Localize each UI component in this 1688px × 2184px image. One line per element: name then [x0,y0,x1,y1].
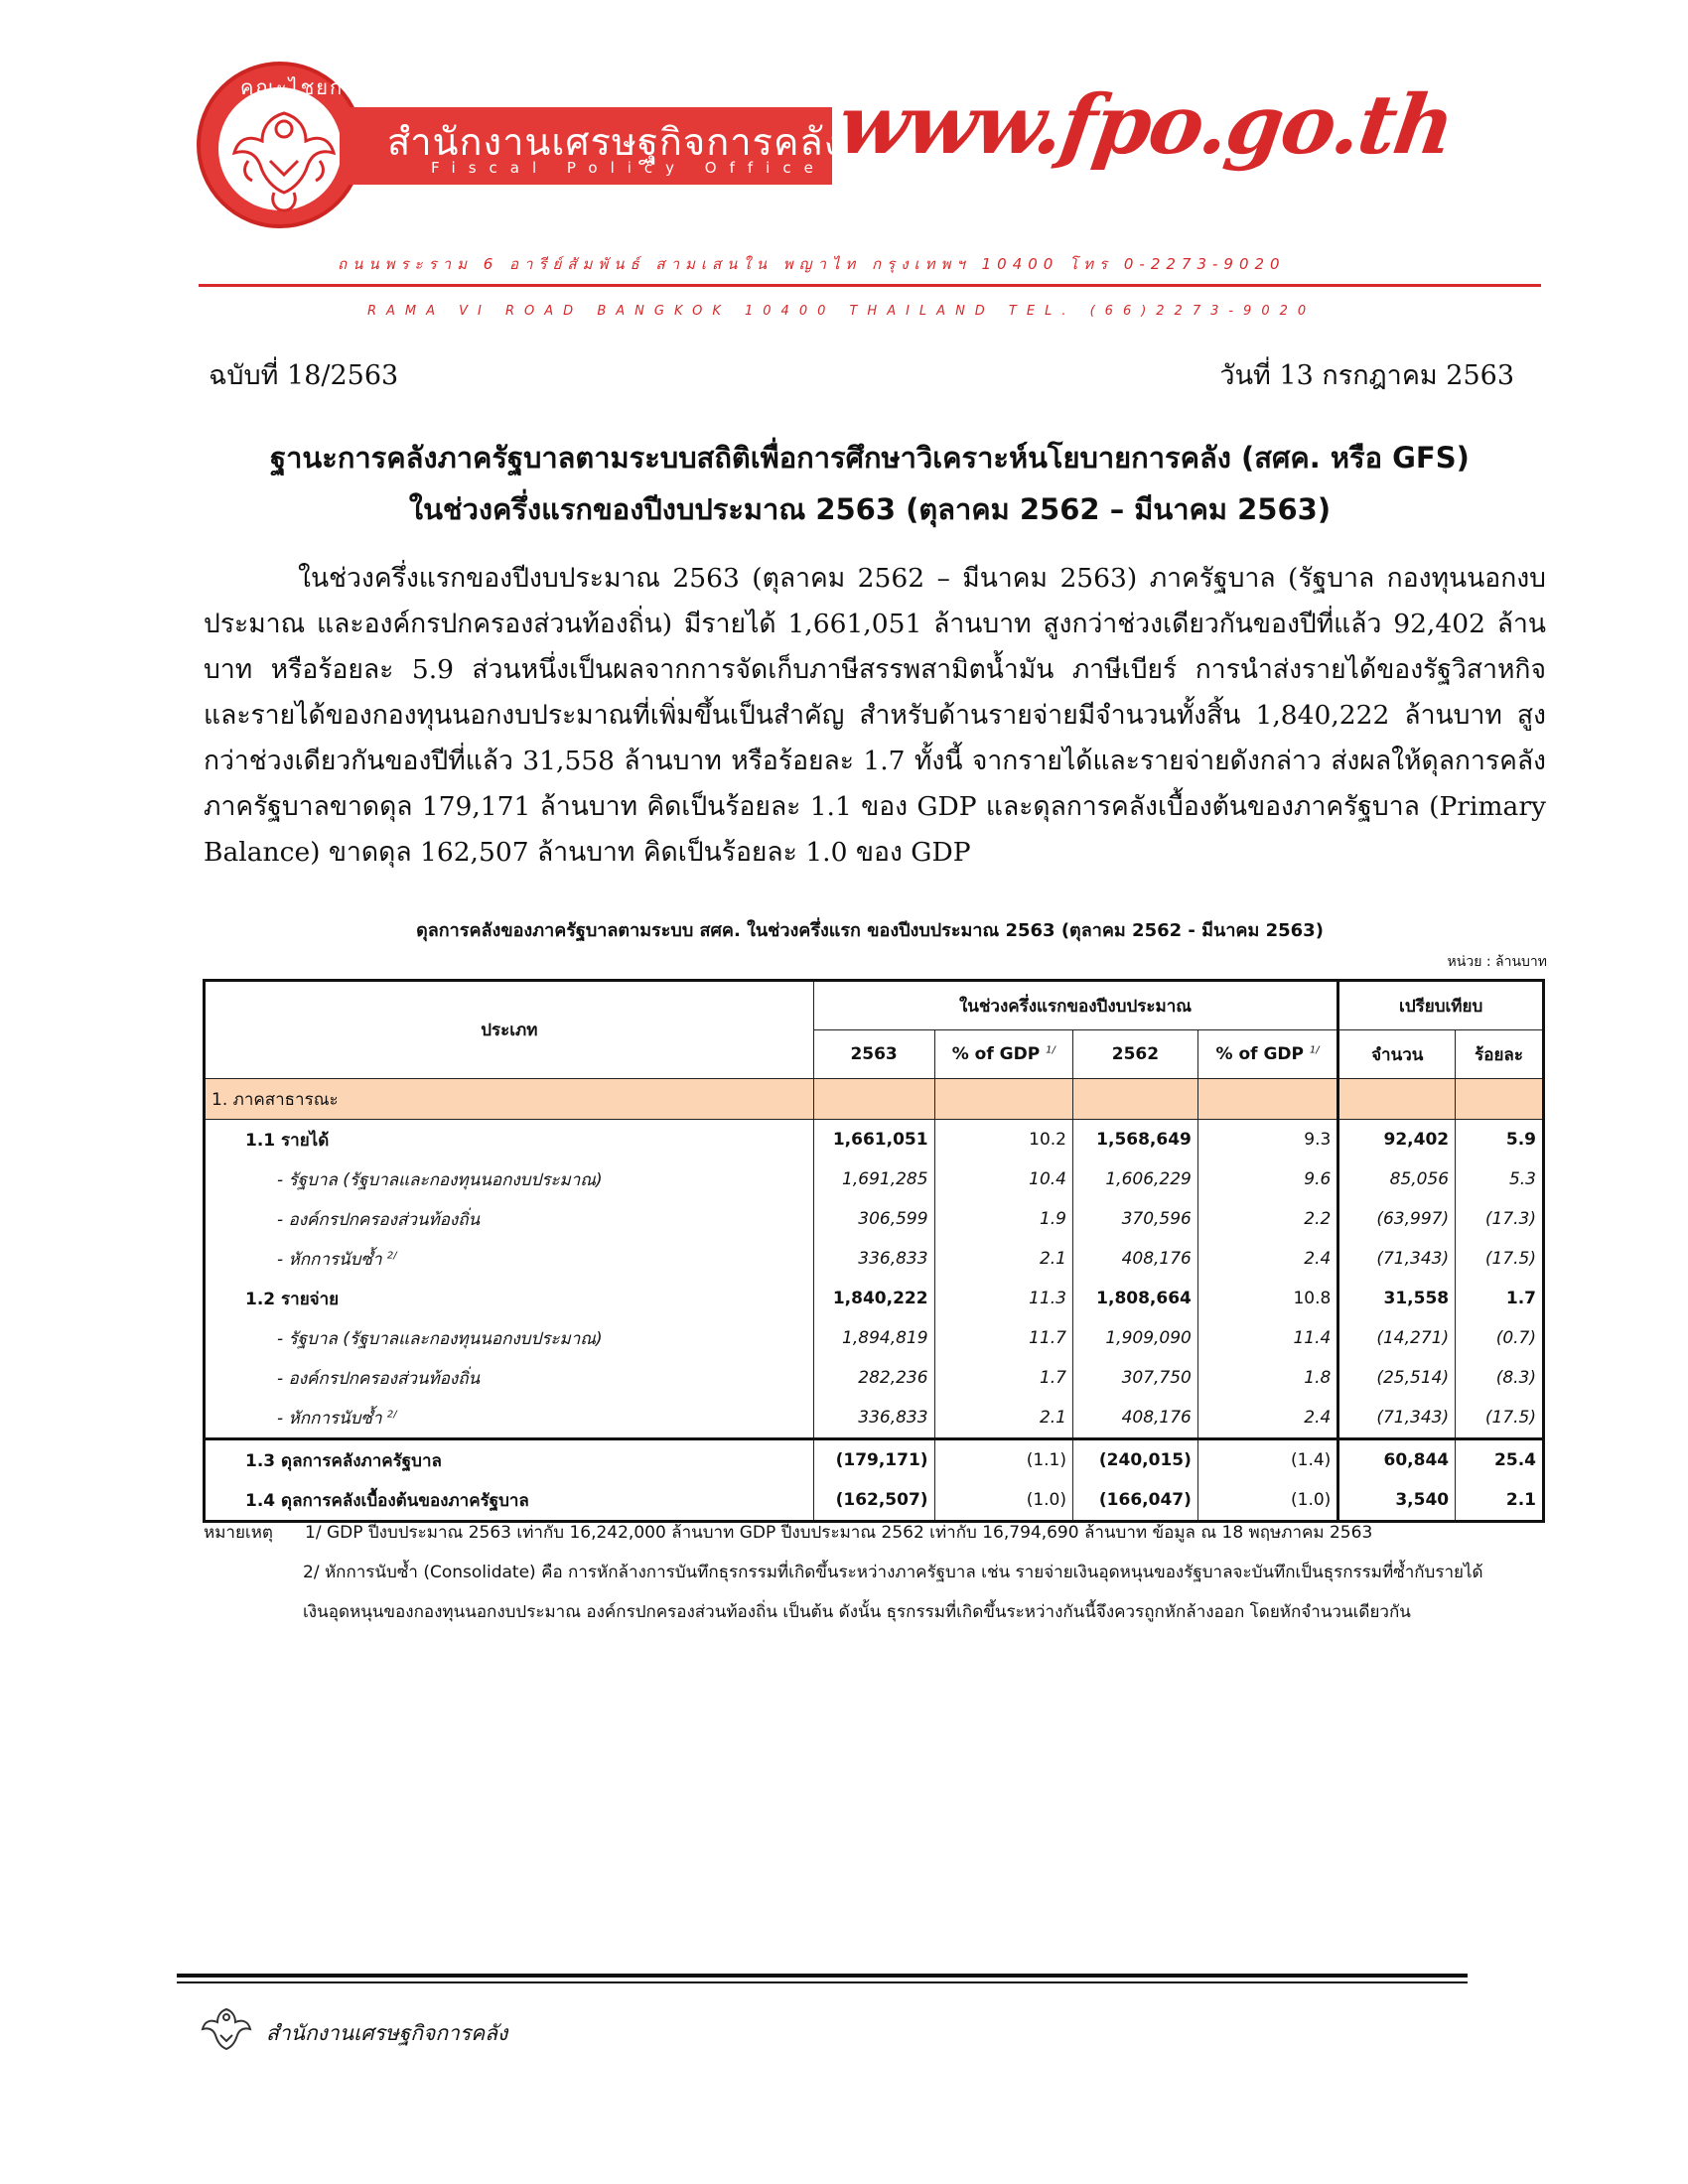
row-label: - องค์กรปกครองส่วนท้องถิ่น [205,1199,814,1239]
website-url[interactable]: www.fpo.go.th [832,77,1459,173]
cell-amt: 3,540 [1338,1480,1456,1522]
cell-g2: 10.8 [1197,1279,1337,1318]
cell-v2563: 1,894,819 [813,1318,934,1358]
cell-pct: (17.5) [1456,1239,1544,1279]
table-row [205,1279,1544,1318]
cell-g1: 1.7 [934,1358,1072,1398]
cell-g2: 2.2 [1197,1199,1337,1239]
cell-pct: 5.9 [1456,1120,1544,1160]
header-group-compare: เปรียบเทียบ [1338,981,1544,1030]
header-amount: จำนวน [1338,1030,1456,1079]
cell-pct: 25.4 [1456,1439,1544,1481]
cell-v2563: 1,840,222 [813,1279,934,1318]
cell-amt: 60,844 [1338,1439,1456,1481]
row-label: - องค์กรปกครองส่วนท้องถิ่น [205,1358,814,1398]
table-row [205,1239,1544,1279]
cell-v2562: (240,015) [1073,1439,1198,1481]
cell-amt: 85,056 [1338,1160,1456,1199]
cell-pct: 2.1 [1456,1480,1544,1522]
summary-paragraph [204,556,1546,876]
cell-v2563: (179,171) [813,1439,934,1481]
cell-v2562: 307,750 [1073,1358,1198,1398]
fpo-seal-logo [197,62,363,228]
document-title: ฐานะการคลังภาครัฐบาลตามระบบสถิติเพื่อการศึกษาวิเคราะห์นโยบายการคลัง (สศค. หรือ GFS) [270,441,1470,475]
footer-divider [177,1974,1468,1978]
letterhead-divider [199,284,1541,287]
header-gdp-2562: % of GDP $^{1/}$ [1197,1030,1337,1079]
cell-v2563: 1,661,051 [813,1120,934,1160]
cell-g2: 1.8 [1197,1358,1337,1398]
cell-v2562: (166,047) [1073,1480,1198,1522]
footer-divider-thin [177,1981,1468,1983]
cell-g1: 11.7 [934,1318,1072,1358]
cell-v2562: 408,176 [1073,1239,1198,1279]
cell-g2: (1.4) [1197,1439,1337,1481]
cell-pct: (17.5) [1456,1398,1544,1439]
cell-g1: (1.0) [934,1480,1072,1522]
issue-date: วันที่ 13 กรกฎาคม 2563 [1219,360,1514,391]
cell-amt: (63,997) [1338,1199,1456,1239]
cell-g1: 2.1 [934,1398,1072,1439]
cell-g2: 2.4 [1197,1239,1337,1279]
note-2-continued: เงินอุดหนุนของกองทุนนอกงบประมาณ องค์กรปกครองส่วนท้องถิ่น เป็นต้น ดังนั้น ธุรกรรมที่เกิดขึ้นระหว่างกันนี้จึงควรถูกหักล้างออก โดยหักจำนวนเดียวกัน [303,1602,1411,1622]
fiscal-balance-table [203,979,1545,1523]
cell-v2562: 1,606,229 [1073,1160,1198,1199]
cell-g2: 9.6 [1197,1160,1337,1199]
cell-amt: (14,271) [1338,1318,1456,1358]
cell-amt: (71,343) [1338,1398,1456,1439]
cell-v2562: 1,909,090 [1073,1318,1198,1358]
notes-label: หมายเหตุ [204,1523,273,1543]
header-group-period: ในช่วงครึ่งแรกของปีงบประมาณ [813,981,1338,1030]
summary-text: ในช่วงครึ่งแรกของปีงบประมาณ 2563 (ตุลาคม 2562 – มีนาคม 2563) ภาครัฐบาล (รัฐบาล กองทุนนอกงบประมาณ และองค์กรปกครองส่วนท้องถิ่น) มีรายได้ 1,661,051 ล้านบาท สูงกว่าช่วงเดียวกันของปีที่แล้ว 92,402 ล้านบาท หรือร้อยละ 5.9 ส่วนหนึ่งเป็นผลจากการจัดเก็บภาษีสรรพสามิตน้ำมัน ภาษีเบียร์ การนำส่งรายได้ของรัฐวิสาหกิจ และรายได้ของกองทุนนอกงบประมาณที่เพิ่มขึ้นเป็นสำคัญ สำหรับด้านรายจ่ายมีจำนวนทั้งสิ้น 1,840,222 ล้านบาท สูงกว่าช่วงเดียวกันของปีที่แล้ว 31,558 ล้านบาท หรือร้อยละ 1.7 ทั้งนี้ จากรายได้และรายจ่ายดังกล่าว ส่งผลให้ดุลการคลังภาครัฐบาลขาดดุล 179,171 ล้านบาท คิดเป็นร้อยละ 1.1 ของ GDP และดุลการคลังเบื้องต้นของภาครัฐบาล (Primary Balance) ขาดดุล 162,507 ล้านบาท คิดเป็นร้อยละ 1.0 ของ GDP [204,563,1546,868]
cell-v2562: 370,596 [1073,1199,1198,1239]
cell-pct: 5.3 [1456,1160,1544,1199]
cell-g1: 10.4 [934,1160,1072,1199]
section-row [205,1079,1544,1120]
row-label: - หักการนับซ้ำ $^{2/}$ [205,1398,814,1439]
cell-v2563: 336,833 [813,1239,934,1279]
cell-g1: 11.3 [934,1279,1072,1318]
cell-v2563: 1,691,285 [813,1160,934,1199]
row-label: - หักการนับซ้ำ $^{2/}$ [205,1239,814,1279]
cell-g2: 11.4 [1197,1318,1337,1358]
row-label: 1.1 รายได้ [205,1120,814,1160]
note-1: 1/ GDP ปีงบประมาณ 2563 เท่ากับ 16,242,000 ล้านบาท GDP ปีงบประมาณ 2562 เท่ากับ 16,794,690 ล้านบาท ข้อมูล ณ 18 พฤษภาคม 2563 [305,1523,1373,1543]
cell-g2: 2.4 [1197,1398,1337,1439]
cell-v2562: 408,176 [1073,1398,1198,1439]
table-row [205,1358,1544,1398]
table-row [205,1199,1544,1239]
table-row [205,1318,1544,1358]
table-row [205,1120,1544,1160]
header-2562: 2562 [1073,1030,1198,1079]
cell-g2: (1.0) [1197,1480,1337,1522]
header-percent: ร้อยละ [1456,1030,1544,1079]
cell-g2: 9.3 [1197,1120,1337,1160]
table-unit: หน่วย : ล้านบาท [1447,954,1547,970]
cell-g1: (1.1) [934,1439,1072,1481]
cell-v2563: (162,507) [813,1480,934,1522]
document-subtitle: ในช่วงครึ่งแรกของปีงบประมาณ 2563 (ตุลาคม 2562 – มีนาคม 2563) [408,492,1332,526]
cell-pct: (17.3) [1456,1199,1544,1239]
cell-amt: (25,514) [1338,1358,1456,1398]
cell-amt: 92,402 [1338,1120,1456,1160]
cell-g1: 2.1 [934,1239,1072,1279]
table-title: ดุลการคลังของภาครัฐบาลตามระบบ สศค. ในช่วงครึ่งแรก ของปีงบประมาณ 2563 (ตุลาคม 2562 - มีนาคม 2563) [416,920,1324,941]
table-row [205,1160,1544,1199]
table-row [205,1480,1544,1522]
cell-pct: (8.3) [1456,1358,1544,1398]
section-label: 1. ภาคสาธารณะ [205,1079,814,1120]
table-row [205,1439,1544,1481]
cell-v2562: 1,808,664 [1073,1279,1198,1318]
issue-number: ฉบับที่ 18/2563 [209,360,399,391]
row-label: 1.3 ดุลการคลังภาครัฐบาล [205,1439,814,1481]
row-label: - รัฐบาล (รัฐบาลและกองทุนนอกงบประมาณ) [205,1160,814,1199]
row-label: 1.2 รายจ่าย [205,1279,814,1318]
cell-pct: (0.7) [1456,1318,1544,1358]
footer-org: สำนักงานเศรษฐกิจการคลัง [266,2021,508,2045]
cell-amt: 31,558 [1338,1279,1456,1318]
header-2563: 2563 [813,1030,934,1079]
row-label: - รัฐบาล (รัฐบาลและกองทุนนอกงบประมาณ) [205,1318,814,1358]
cell-v2562: 1,568,649 [1073,1120,1198,1160]
cell-g1: 10.2 [934,1120,1072,1160]
header-item: ประเภท [205,981,814,1079]
row-label: 1.4 ดุลการคลังเบื้องต้นของภาครัฐบาล [205,1480,814,1522]
address-th: ถนนพระราม 6 อารีย์สัมพันธ์ สามเสนใน พญาไท กรุงเทพฯ 10400 โทร 0-2273-9020 [338,255,1286,273]
note-2: 2/ หักการนับซ้ำ (Consolidate) คือ การหักล้างการบันทึกธุรกรรมที่เกิดขึ้นระหว่างภาครัฐบาล เช่น รายจ่ายเงินอุดหนุนของรัฐบาลจะบันทึกเป็นธุรกรรมที่ซ้ำกับรายได้ [303,1563,1483,1582]
org-name-en: Fiscal Policy Office [431,159,826,177]
cell-g1: 1.9 [934,1199,1072,1239]
seal-caption: คณะไชยก [240,75,345,99]
cell-v2563: 306,599 [813,1199,934,1239]
garuda-footer-icon [199,2003,254,2055]
header-gdp-2563: % of GDP $^{1/}$ [934,1030,1072,1079]
table-row [205,1398,1544,1439]
address-en: RAMA VI ROAD BANGKOK 10400 THAILAND TEL. (66)2273-9020 [367,304,1317,319]
org-name-th: สำนักงานเศรษฐกิจการคลัง [387,120,844,164]
cell-pct: 1.7 [1456,1279,1544,1318]
org-banner [340,107,844,185]
cell-amt: (71,343) [1338,1239,1456,1279]
cell-v2563: 282,236 [813,1358,934,1398]
cell-v2563: 336,833 [813,1398,934,1439]
